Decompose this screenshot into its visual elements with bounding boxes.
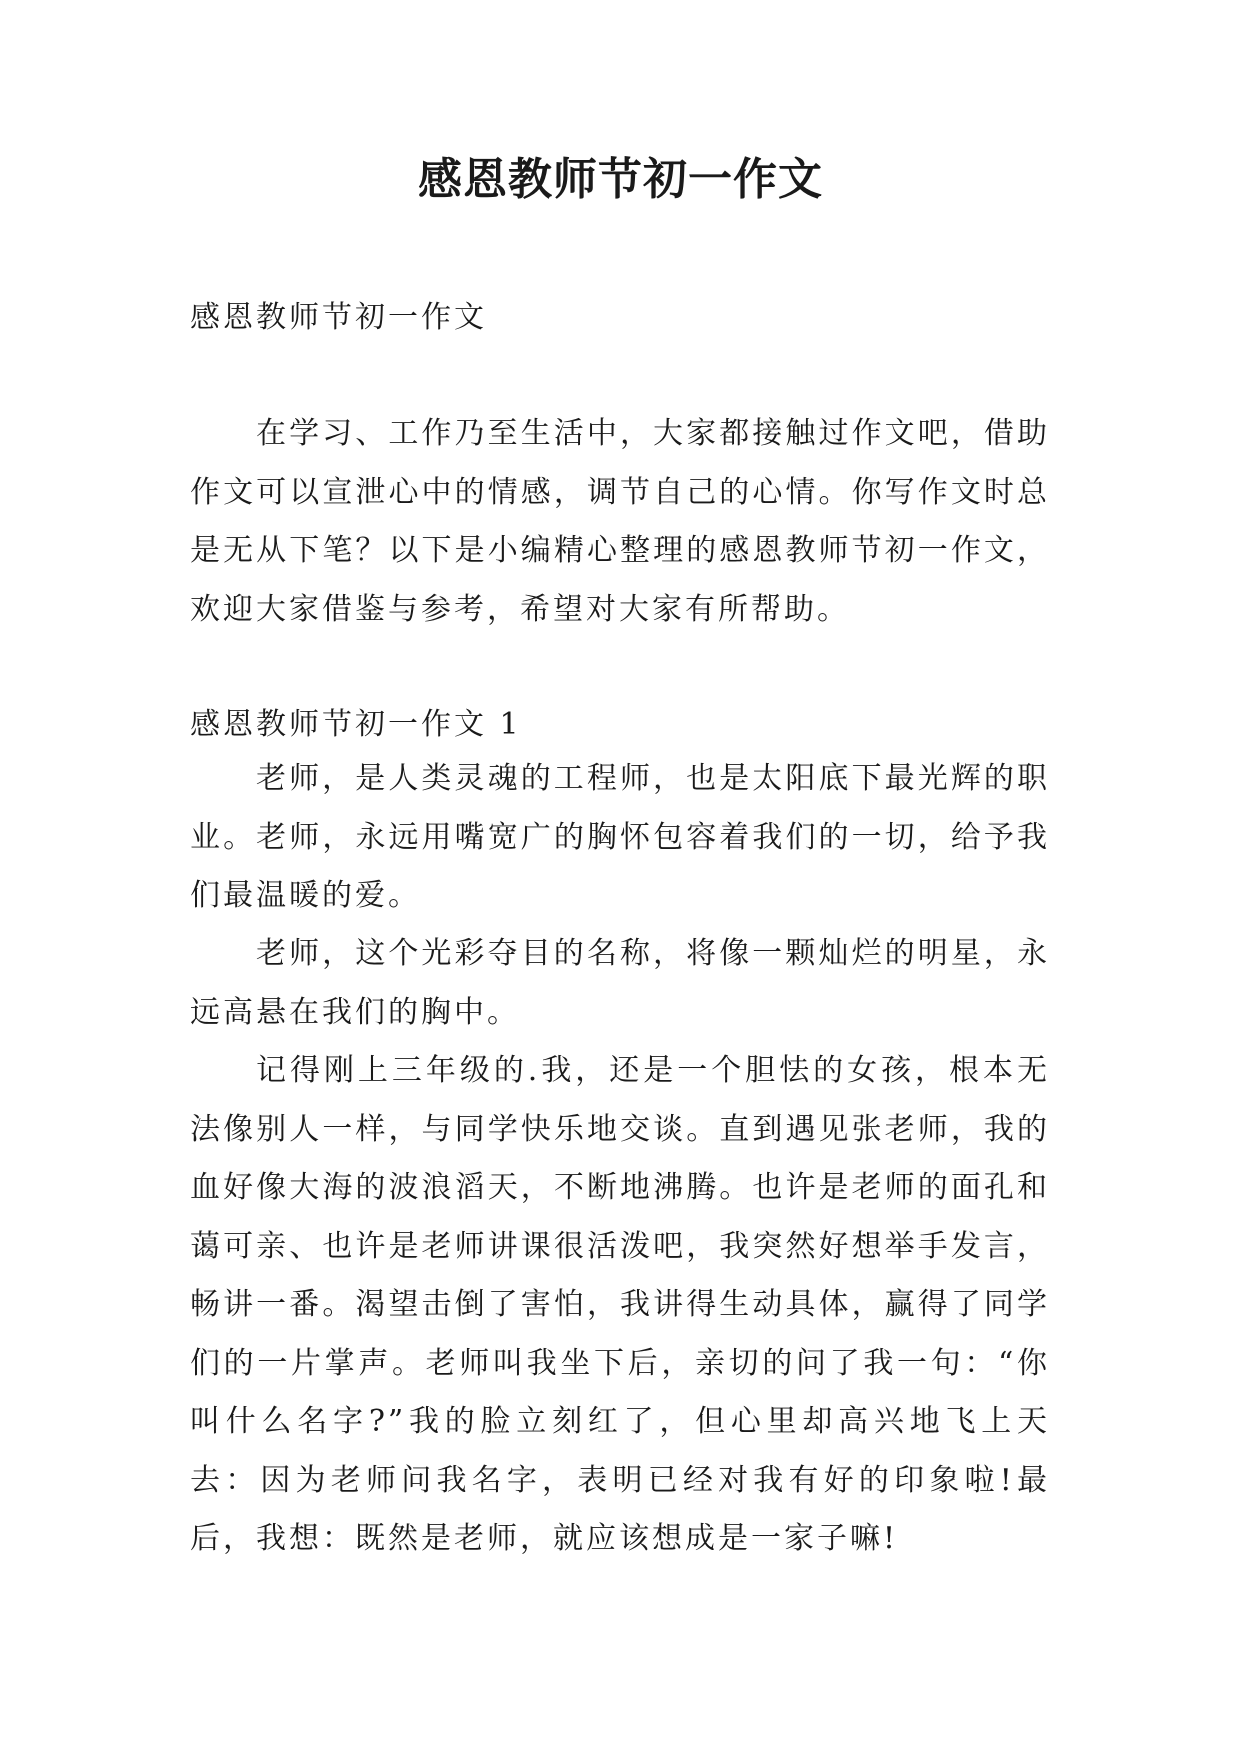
essay-heading: 感恩教师节初一作文 1 [190,707,522,742]
essay-paragraph: 老师，是人类灵魂的工程师，也是太阳底下最光辉的职业。老师，永远用嘴宽广的胸怀包容着我们的一切，给予我们最温暖的爱。 [190,761,1050,913]
essay-paragraph: 老师，这个光彩夺目的名称，将像一颗灿烂的明星，永远高悬在我们的胸中。 [190,936,1050,1030]
essay-paragraph: 记得刚上三年级的.我，还是一个胆怯的女孩，根本无法像别人一样，与同学快乐地交谈。直到遇见张老师，我的血好像大海的波浪滔天，不断地沸腾。也许是老师的面孔和蔼可亲、也许是老师讲课很活泼吧，我突然好想举手发言，畅讲一番。渴望击倒了害怕，我讲得生动具体，赢得了同学们的一片掌声。老师叫我坐下后，亲切的问了我一句：“你叫什么名字?”我的脸立刻红了，但心里却高兴地飞上天去：因为老师问我名字，表明已经对我有好的印象啦!最后，我想：既然是老师，就应该想成是一家子嘛! [190,1053,1050,1556]
document-title: 感恩教师节初一作文 [418,154,823,205]
intro-paragraph: 在学习、工作乃至生活中，大家都接触过作文吧，借助作文可以宣泄心中的情感，调节自己的心情。你写作文时总是无从下笔？以下是小编精心整理的感恩教师节初一作文，欢迎大家借鉴与参考，希望对大家有所帮助。 [190,416,1050,627]
document-subtitle: 感恩教师节初一作文 [190,300,487,335]
